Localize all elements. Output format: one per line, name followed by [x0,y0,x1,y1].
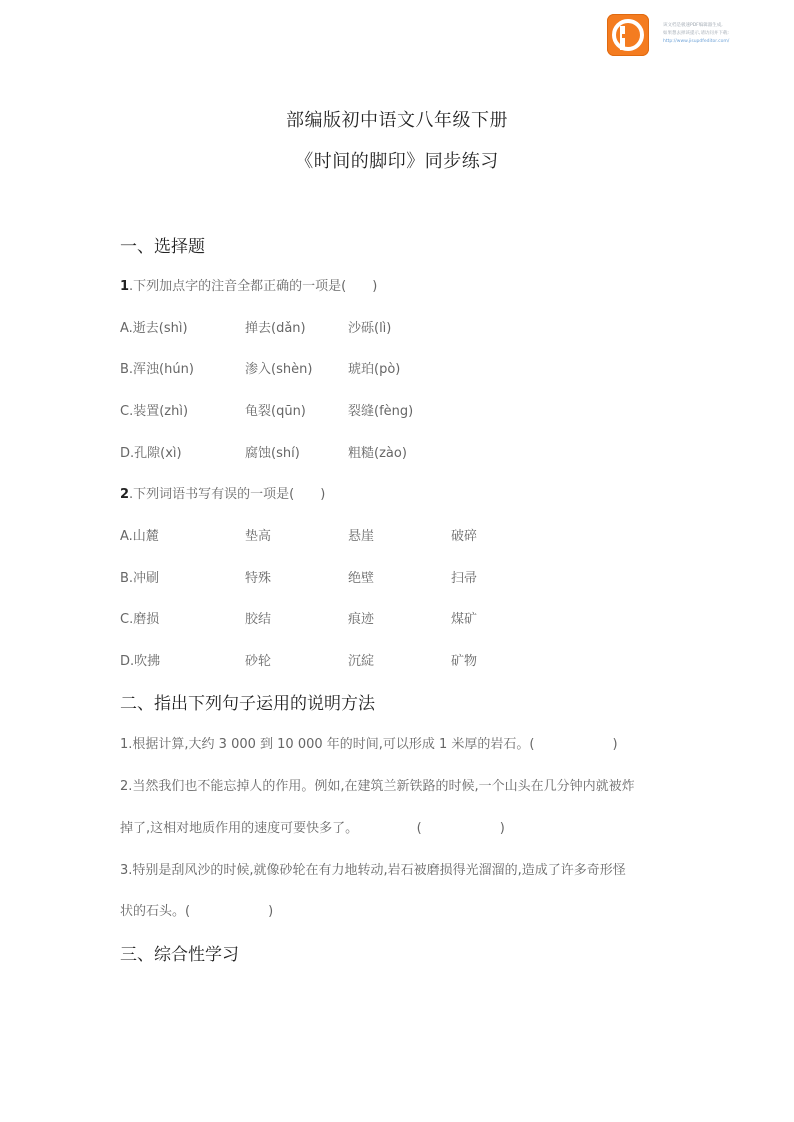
q2-option-a-3: 悬崖 [348,529,375,544]
method-question-3-line-1: 3.特别是刮风沙的时候,就像砂轮在有力地转动,岩石被磨损得光溜溜的,造成了许多奇形怪 [120,863,626,878]
q2-option-a-1: A.山麓 [120,529,159,544]
section-heading-choice: 一、选择题 [120,237,205,257]
question-2 [120,483,325,502]
document-title: 部编版初中语文八年级下册 [286,110,508,131]
question-number: 1 [120,279,130,294]
q1-option-a-3: 沙砾(lì) [348,321,392,336]
q1-option-d-1: D.孔隙(xì) [120,446,182,461]
q1-option-b-2: 渗入(shèn) [245,362,313,377]
q1-option-c-2: 龟裂(qūn) [245,404,306,419]
method-question-1: 1.根据计算,大约 3 000 到 10 000 年的时间,可以形成 1 米厚的岩石。( ) [120,737,618,752]
question-text: .下列词语书写有误的一项是( ) [129,487,326,502]
q1-option-d-3: 粗糙(zào) [348,446,407,461]
q2-option-c-2: 胶结 [245,612,272,627]
watermark-line-1: 该文档是极速PDF编辑器生成, [663,23,723,28]
section-heading-methods: 二、指出下列句子运用的说明方法 [120,694,375,714]
q1-option-a-2: 掸去(dǎn) [245,321,306,336]
q1-option-b-3: 琥珀(pò) [348,362,401,377]
q1-option-a-1: A.逝去(shì) [120,321,188,336]
q2-option-c-1: C.磨损 [120,612,160,627]
method-question-2-line-1: 2.当然我们也不能忘掉人的作用。例如,在建筑兰新铁路的时候,一个山头在几分钟内就被炸 [120,779,635,794]
q2-option-c-3: 痕迹 [348,612,375,627]
q2-option-d-2: 砂轮 [245,654,272,669]
q2-option-b-4: 扫帚 [451,571,478,586]
q2-option-b-3: 绝壁 [348,571,375,586]
q2-option-d-4: 矿物 [451,654,478,669]
question-1 [120,275,377,294]
q1-option-b-1: B.浑浊(hún) [120,362,194,377]
question-number: 2 [120,487,130,502]
q1-option-c-1: C.装置(zhì) [120,404,189,419]
method-question-3-line-2: 状的石头。( ) [120,904,274,919]
document-subtitle: 《时间的脚印》同步练习 [295,151,499,172]
q2-option-b-2: 特殊 [245,571,272,586]
watermark-line-2: 如果想去掉该提示,请访问并下载: [663,31,729,36]
q2-option-d-3: 沉綻 [348,654,375,669]
method-question-2-line-2: 掉了,这相对地质作用的速度可要快多了。 ( ) [120,821,505,836]
watermark-url[interactable]: http://www.jisupdfeditor.com/ [663,39,730,44]
q2-option-a-4: 破碎 [451,529,478,544]
q2-option-b-1: B.冲刷 [120,571,160,586]
q2-option-d-1: D.吹拂 [120,654,161,669]
pdf-editor-logo-icon [607,14,649,56]
q2-option-c-4: 煤矿 [451,612,478,627]
question-text: .下列加点字的注音全都正确的一项是( ) [129,279,378,294]
q1-option-d-2: 腐蚀(shí) [245,446,300,461]
section-heading-comprehensive: 三、综合性学习 [120,945,239,965]
q1-option-c-3: 裂缝(fèng) [348,404,414,419]
q2-option-a-2: 垫高 [245,529,272,544]
